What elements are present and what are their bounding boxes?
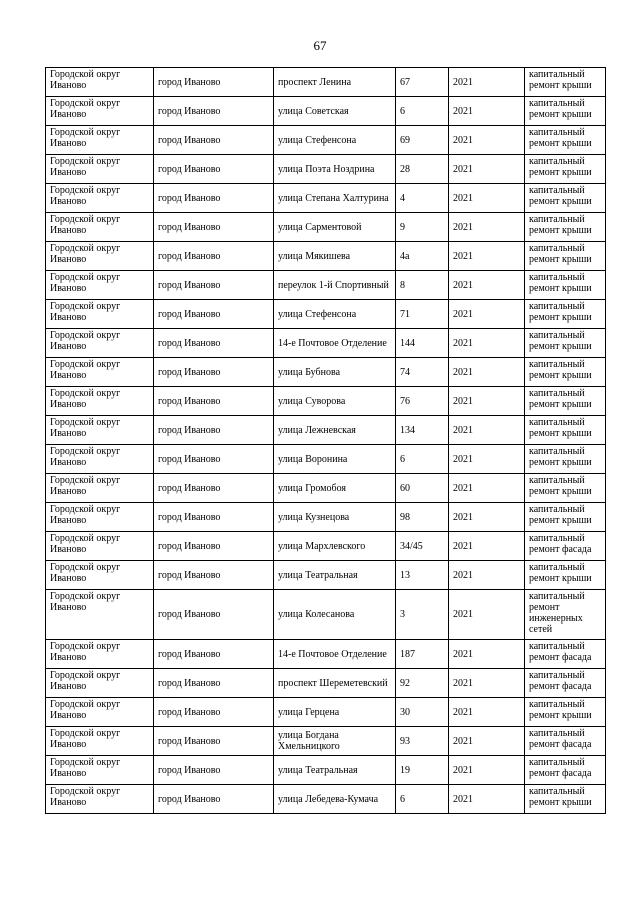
cell-work: капитальный ремонт крыши xyxy=(525,445,606,474)
cell-house: 6 xyxy=(396,97,449,126)
table-row xyxy=(46,590,606,640)
cell-district: Городской округ Иваново xyxy=(46,640,154,669)
cell-city: город Иваново xyxy=(154,213,274,242)
cell-work: капитальный ремонт крыши xyxy=(525,184,606,213)
cell-district: Городской округ Иваново xyxy=(46,387,154,416)
cell-city: город Иваново xyxy=(154,242,274,271)
cell-city: город Иваново xyxy=(154,155,274,184)
table-row xyxy=(46,669,606,698)
cell-street: проспект Шереметевский xyxy=(274,669,396,698)
table-row xyxy=(46,445,606,474)
table-row xyxy=(46,416,606,445)
cell-work: капитальный ремонт фасада xyxy=(525,640,606,669)
cell-city: город Иваново xyxy=(154,532,274,561)
cell-work: капитальный ремонт крыши xyxy=(525,358,606,387)
cell-house: 8 xyxy=(396,271,449,300)
cell-street: переулок 1-й Спортивный xyxy=(274,271,396,300)
cell-work: капитальный ремонт фасада xyxy=(525,532,606,561)
table-row xyxy=(46,300,606,329)
table-row xyxy=(46,329,606,358)
cell-house: 60 xyxy=(396,474,449,503)
cell-year: 2021 xyxy=(449,756,525,785)
cell-house: 134 xyxy=(396,416,449,445)
cell-city: город Иваново xyxy=(154,97,274,126)
cell-work: капитальный ремонт крыши xyxy=(525,698,606,727)
cell-year: 2021 xyxy=(449,271,525,300)
cell-house: 144 xyxy=(396,329,449,358)
cell-house: 69 xyxy=(396,126,449,155)
cell-district: Городской округ Иваново xyxy=(46,669,154,698)
cell-city: город Иваново xyxy=(154,756,274,785)
cell-street: улица Герцена xyxy=(274,698,396,727)
cell-house: 93 xyxy=(396,727,449,756)
cell-district: Городской округ Иваново xyxy=(46,590,154,640)
cell-house: 6 xyxy=(396,445,449,474)
cell-year: 2021 xyxy=(449,445,525,474)
cell-street: улица Советская xyxy=(274,97,396,126)
cell-work: капитальный ремонт фасада xyxy=(525,756,606,785)
cell-city: город Иваново xyxy=(154,126,274,155)
table-row xyxy=(46,126,606,155)
cell-work: капитальный ремонт крыши xyxy=(525,155,606,184)
cell-house: 28 xyxy=(396,155,449,184)
cell-city: город Иваново xyxy=(154,68,274,97)
cell-city: город Иваново xyxy=(154,785,274,814)
cell-work: капитальный ремонт инженерных сетей xyxy=(525,590,606,640)
table-row xyxy=(46,532,606,561)
cell-year: 2021 xyxy=(449,590,525,640)
cell-street: улица Воронина xyxy=(274,445,396,474)
cell-work: капитальный ремонт крыши xyxy=(525,329,606,358)
cell-house: 4 xyxy=(396,184,449,213)
cell-street: улица Колесанова xyxy=(274,590,396,640)
cell-work: капитальный ремонт фасада xyxy=(525,669,606,698)
cell-city: город Иваново xyxy=(154,698,274,727)
cell-city: город Иваново xyxy=(154,271,274,300)
table-row xyxy=(46,503,606,532)
cell-street: улица Театральная xyxy=(274,561,396,590)
cell-year: 2021 xyxy=(449,669,525,698)
cell-street: улица Мякишева xyxy=(274,242,396,271)
cell-work: капитальный ремонт крыши xyxy=(525,68,606,97)
cell-street: 14-е Почтовое Отделение xyxy=(274,640,396,669)
table-row xyxy=(46,358,606,387)
cell-house: 13 xyxy=(396,561,449,590)
cell-city: город Иваново xyxy=(154,387,274,416)
cell-year: 2021 xyxy=(449,698,525,727)
cell-city: город Иваново xyxy=(154,590,274,640)
table-row xyxy=(46,271,606,300)
cell-house: 19 xyxy=(396,756,449,785)
table-row xyxy=(46,756,606,785)
cell-district: Городской округ Иваново xyxy=(46,300,154,329)
cell-district: Городской округ Иваново xyxy=(46,155,154,184)
table-row xyxy=(46,698,606,727)
cell-year: 2021 xyxy=(449,126,525,155)
cell-street: 14-е Почтовое Отделение xyxy=(274,329,396,358)
cell-year: 2021 xyxy=(449,358,525,387)
table-row xyxy=(46,561,606,590)
cell-house: 92 xyxy=(396,669,449,698)
cell-street: улица Громобоя xyxy=(274,474,396,503)
cell-district: Городской округ Иваново xyxy=(46,561,154,590)
table-row xyxy=(46,387,606,416)
cell-city: город Иваново xyxy=(154,184,274,213)
cell-work: капитальный ремонт крыши xyxy=(525,271,606,300)
cell-street: улица Поэта Ноздрина xyxy=(274,155,396,184)
cell-district: Городской округ Иваново xyxy=(46,474,154,503)
cell-city: город Иваново xyxy=(154,416,274,445)
cell-city: город Иваново xyxy=(154,727,274,756)
table-row xyxy=(46,184,606,213)
page-number: 67 xyxy=(313,38,327,53)
table-row xyxy=(46,640,606,669)
cell-city: город Иваново xyxy=(154,640,274,669)
cell-year: 2021 xyxy=(449,184,525,213)
cell-work: капитальный ремонт крыши xyxy=(525,213,606,242)
cell-district: Городской округ Иваново xyxy=(46,785,154,814)
cell-street: улица Сарментовой xyxy=(274,213,396,242)
cell-street: улица Мархлевского xyxy=(274,532,396,561)
cell-year: 2021 xyxy=(449,785,525,814)
cell-year: 2021 xyxy=(449,727,525,756)
cell-street: улица Лежневская xyxy=(274,416,396,445)
cell-work: капитальный ремонт крыши xyxy=(525,503,606,532)
cell-year: 2021 xyxy=(449,387,525,416)
cell-year: 2021 xyxy=(449,416,525,445)
table-row xyxy=(46,155,606,184)
cell-city: город Иваново xyxy=(154,503,274,532)
cell-district: Городской округ Иваново xyxy=(46,503,154,532)
cell-house: 71 xyxy=(396,300,449,329)
table-row xyxy=(46,68,606,97)
cell-house: 30 xyxy=(396,698,449,727)
cell-work: капитальный ремонт крыши xyxy=(525,785,606,814)
cell-year: 2021 xyxy=(449,213,525,242)
cell-year: 2021 xyxy=(449,155,525,184)
cell-house: 98 xyxy=(396,503,449,532)
cell-work: капитальный ремонт крыши xyxy=(525,97,606,126)
cell-year: 2021 xyxy=(449,97,525,126)
cell-work: капитальный ремонт крыши xyxy=(525,416,606,445)
cell-city: город Иваново xyxy=(154,445,274,474)
cell-work: капитальный ремонт крыши xyxy=(525,242,606,271)
cell-district: Городской округ Иваново xyxy=(46,242,154,271)
cell-street: улица Кузнецова xyxy=(274,503,396,532)
cell-street: улица Театральная xyxy=(274,756,396,785)
cell-street: улица Бубнова xyxy=(274,358,396,387)
table-body xyxy=(46,68,606,814)
cell-house: 74 xyxy=(396,358,449,387)
cell-street: улица Стефенсона xyxy=(274,300,396,329)
cell-city: город Иваново xyxy=(154,561,274,590)
repair-schedule-table xyxy=(45,67,606,814)
cell-district: Городской округ Иваново xyxy=(46,271,154,300)
cell-year: 2021 xyxy=(449,503,525,532)
cell-street: проспект Ленина xyxy=(274,68,396,97)
cell-district: Городской округ Иваново xyxy=(46,532,154,561)
cell-street: улица Суворова xyxy=(274,387,396,416)
cell-district: Городской округ Иваново xyxy=(46,126,154,155)
cell-district: Городской округ Иваново xyxy=(46,329,154,358)
cell-house: 76 xyxy=(396,387,449,416)
cell-district: Городской округ Иваново xyxy=(46,68,154,97)
cell-district: Городской округ Иваново xyxy=(46,698,154,727)
table-row xyxy=(46,97,606,126)
cell-year: 2021 xyxy=(449,329,525,358)
cell-work: капитальный ремонт крыши xyxy=(525,474,606,503)
table-row xyxy=(46,474,606,503)
cell-district: Городской округ Иваново xyxy=(46,445,154,474)
cell-city: город Иваново xyxy=(154,474,274,503)
cell-work: капитальный ремонт крыши xyxy=(525,126,606,155)
cell-work: капитальный ремонт крыши xyxy=(525,387,606,416)
cell-street: улица Степана Халтурина xyxy=(274,184,396,213)
table-row xyxy=(46,213,606,242)
table-row xyxy=(46,727,606,756)
cell-year: 2021 xyxy=(449,561,525,590)
cell-district: Городской округ Иваново xyxy=(46,358,154,387)
cell-year: 2021 xyxy=(449,474,525,503)
cell-district: Городской округ Иваново xyxy=(46,727,154,756)
cell-year: 2021 xyxy=(449,68,525,97)
cell-house: 34/45 xyxy=(396,532,449,561)
cell-district: Городской округ Иваново xyxy=(46,416,154,445)
cell-district: Городской округ Иваново xyxy=(46,756,154,785)
cell-year: 2021 xyxy=(449,532,525,561)
cell-district: Городской округ Иваново xyxy=(46,184,154,213)
cell-work: капитальный ремонт фасада xyxy=(525,727,606,756)
cell-street: улица Стефенсона xyxy=(274,126,396,155)
cell-house: 9 xyxy=(396,213,449,242)
cell-house: 4а xyxy=(396,242,449,271)
cell-house: 6 xyxy=(396,785,449,814)
cell-district: Городской округ Иваново xyxy=(46,213,154,242)
cell-house: 67 xyxy=(396,68,449,97)
table-row xyxy=(46,242,606,271)
cell-city: город Иваново xyxy=(154,669,274,698)
cell-city: город Иваново xyxy=(154,358,274,387)
cell-street: улица Богдана Хмельницкого xyxy=(274,727,396,756)
cell-street: улица Лебедева-Кумача xyxy=(274,785,396,814)
cell-work: капитальный ремонт крыши xyxy=(525,300,606,329)
cell-district: Городской округ Иваново xyxy=(46,97,154,126)
cell-work: капитальный ремонт крыши xyxy=(525,561,606,590)
cell-year: 2021 xyxy=(449,640,525,669)
cell-year: 2021 xyxy=(449,300,525,329)
cell-year: 2021 xyxy=(449,242,525,271)
cell-city: город Иваново xyxy=(154,329,274,358)
table-row xyxy=(46,785,606,814)
cell-house: 187 xyxy=(396,640,449,669)
cell-house: 3 xyxy=(396,590,449,640)
cell-city: город Иваново xyxy=(154,300,274,329)
